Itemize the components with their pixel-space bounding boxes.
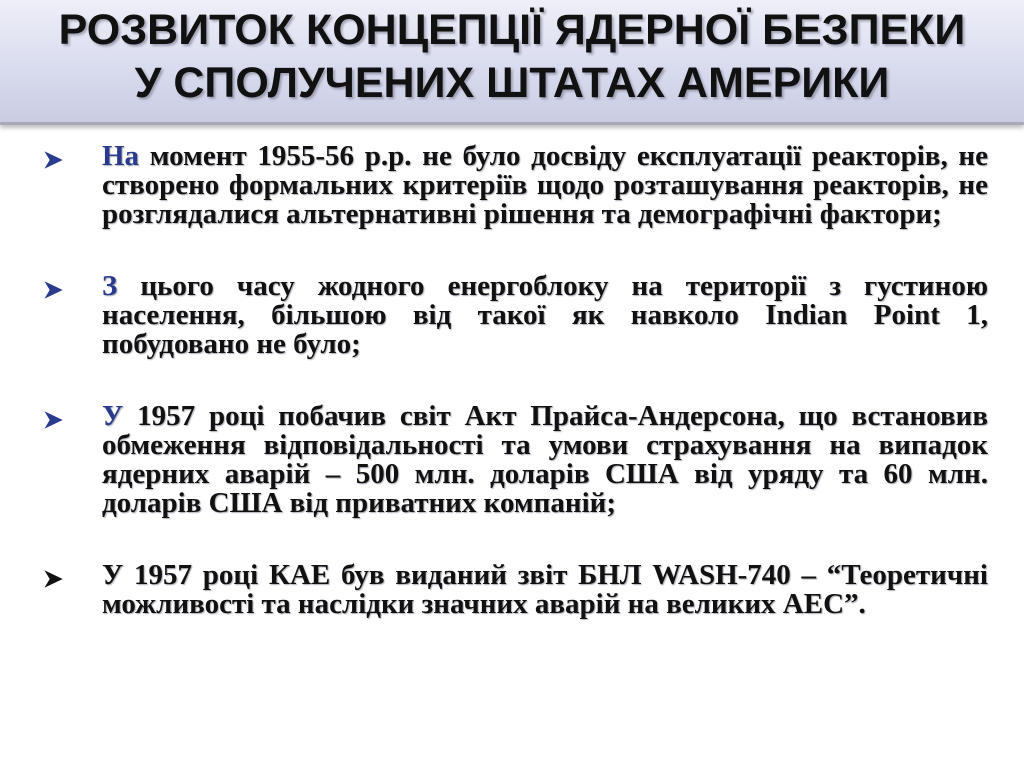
arrowhead-bullet-icon (40, 566, 66, 592)
list-item (40, 142, 988, 229)
bullet-body: момент 1955-56 р.р. не було досвіду експлуатації реакторів, не створено формальних критеріїв щодо розташування реакторів, не розглядалися альтернативні рішення та демографічні фактори; (102, 140, 988, 230)
bullet-body: 1957 році побачив світ Акт Прайса-Андерсона, що встановив обмеження відповідальності та умови страхування на випадок ядерних аварій – 500 млн. доларів США від уряду та 60 млн. доларів США від приватних компаній; (102, 400, 988, 519)
bullet-text (102, 272, 988, 359)
title-line-2: У СПОЛУЧЕНИХ ШТАТАХ АМЕРИКИ (134, 59, 890, 107)
arrowhead-bullet-icon (40, 277, 66, 303)
title-line-1: РОЗВИТОК КОНЦЕПЦІЇ ЯДЕРНОЇ БЕЗПЕКИ (58, 6, 966, 54)
bullet-lead-word: На (102, 140, 140, 172)
slide-title (0, 4, 1024, 110)
bullet-lead-word: З (102, 270, 118, 302)
bullet-body: цього часу жодного енергоблоку на території з густиною населення, більшою від такої як навколо Indian Point 1, побудовано не було; (102, 270, 988, 360)
bullet-text (102, 402, 988, 518)
bullet-text (102, 142, 988, 229)
list-item (40, 402, 988, 518)
arrowhead-bullet-icon (40, 407, 66, 433)
arrowhead-bullet-icon (40, 147, 66, 173)
list-item (40, 272, 988, 359)
bullet-body: У 1957 році КАЕ був виданий звіт БНЛ WASH-740 – “Теоретичні можливості та наслідки значних аварій на великих АЕС”. (102, 559, 988, 620)
list-item (40, 561, 988, 619)
bullet-text (102, 561, 988, 619)
bullet-list (40, 142, 988, 662)
bullet-lead-word: У (102, 400, 124, 432)
